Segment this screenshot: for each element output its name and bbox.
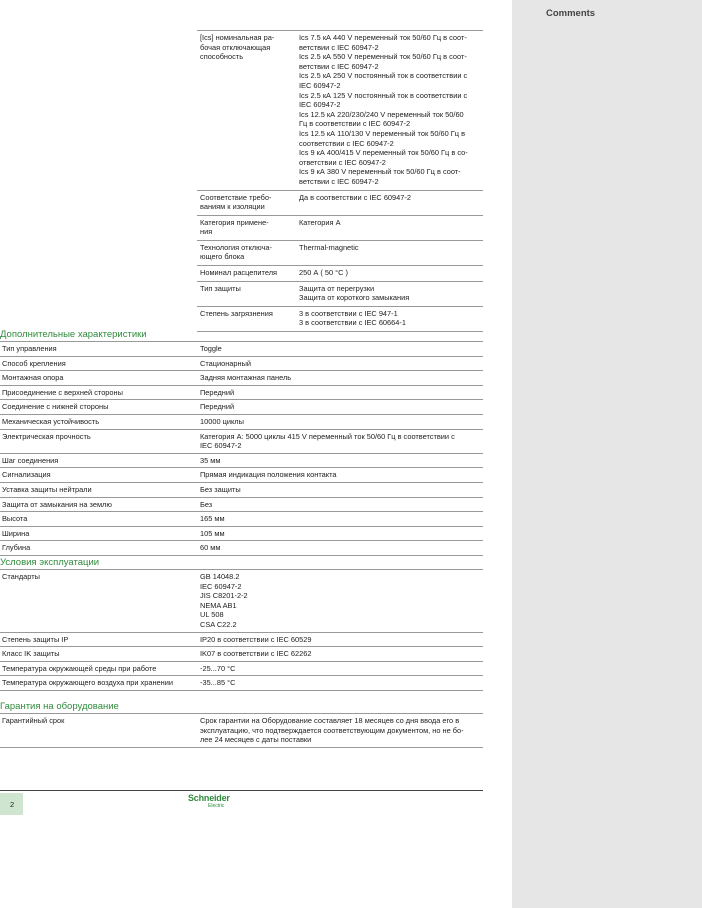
row-label: Сигнализация (2, 470, 51, 480)
text-line: ответствии с IEC 60947-2 (299, 157, 386, 167)
text-line: Задняя монтажная панель (200, 373, 292, 383)
table-row (0, 541, 483, 556)
schneider-logo (188, 794, 230, 809)
row-label: Высота (2, 514, 28, 524)
text-line: 105 мм (200, 528, 225, 538)
text-line: Без защиты (200, 484, 241, 494)
table-row (0, 468, 483, 483)
row-value (200, 388, 483, 398)
table-row (0, 527, 483, 542)
text-line: Защита от короткого замыкания (299, 293, 410, 303)
text-line: Прямая индикация положения контакта (200, 470, 337, 480)
text-line: Соответствие требо- (200, 192, 272, 202)
text-line: Да в соответствии с IEC 60947-2 (299, 192, 411, 202)
spec-value (297, 243, 483, 262)
spec-label (197, 243, 297, 262)
text-line: Тип защиты (200, 283, 241, 293)
text-line: Номинал расцепителя (200, 268, 278, 278)
section-rows (0, 341, 483, 556)
row-value (200, 500, 483, 510)
text-line: 60 мм (200, 543, 221, 553)
text-line: Ics 7.5 кА 440 V переменный ток 50/60 Гц в соот- (299, 33, 467, 42)
row-label: Уставка защиты нейтрали (2, 484, 92, 494)
text-line: IEC 60947-2 (299, 80, 341, 90)
row-label: Тип управления (2, 344, 57, 353)
text-line: Категория примене- (200, 217, 269, 227)
spec-label (197, 309, 297, 328)
text-line: 35 мм (200, 455, 221, 465)
table-row (0, 676, 483, 691)
row-value (200, 678, 483, 688)
row-label: Механическая устойчивость (2, 416, 100, 426)
spec-row (197, 241, 483, 266)
row-label: Присоединение с верхней стороны (2, 387, 123, 397)
section-title: Гарантия на оборудование (0, 701, 119, 712)
text-line: Категория A (299, 217, 341, 227)
row-value (200, 402, 483, 412)
row-label: Температура окружающей среды при работе (2, 663, 157, 673)
row-value (200, 485, 483, 495)
table-row (0, 386, 483, 401)
row-label: Глубина (2, 543, 31, 553)
table-row (0, 633, 483, 648)
table-row (0, 430, 483, 454)
text-line: 165 мм (200, 514, 225, 524)
table-row (0, 512, 483, 527)
spec-value (297, 33, 483, 187)
section-title: Условия эксплуатации (0, 557, 100, 568)
row-label: Класс IK защиты (2, 649, 60, 659)
footer-divider (0, 790, 483, 791)
text-line: Передний (200, 387, 235, 397)
row-value (200, 456, 483, 466)
table-row (0, 498, 483, 513)
row-value (200, 649, 483, 659)
spec-table (197, 30, 483, 332)
row-label: Соединение с нижней стороны (2, 402, 109, 412)
text-line: Передний (200, 402, 235, 412)
text-line: IEC 60947-2 (200, 441, 242, 451)
section-warranty (0, 701, 483, 748)
text-line: IP20 в соответствии с IEC 60529 (200, 634, 312, 644)
text-line: Ics 2.5 кА 550 V переменный ток 50/60 Гц в соот- (299, 52, 467, 62)
text-line: IEC 60947-2 (299, 100, 341, 110)
section-operating-conditions (0, 557, 483, 691)
text-line: Степень загрязнения (200, 308, 273, 318)
page-number: 2 (10, 800, 15, 809)
spec-label (197, 218, 297, 237)
spec-value (297, 193, 483, 212)
text-line: Защита от перегрузки (299, 283, 375, 293)
spec-row (197, 31, 483, 191)
text-line: IK07 в соответствии с IEC 62262 (200, 649, 312, 659)
table-row (0, 662, 483, 677)
text-line: -25...70 °C (200, 663, 236, 673)
text-line: ния (200, 227, 213, 237)
section-rows (0, 713, 483, 748)
row-label: Способ крепления (2, 358, 66, 368)
row-label: Степень защиты IP (2, 634, 69, 644)
comments-title: Comments (546, 8, 596, 19)
text-line: Ics 9 кА 400/415 V переменный ток 50/60 Гц в со- (299, 148, 468, 158)
text-line: Технология отключа- (200, 242, 272, 252)
spec-label (197, 193, 297, 212)
row-value (200, 635, 483, 645)
row-value (200, 373, 483, 383)
table-row (0, 570, 483, 633)
text-line: способность (200, 52, 244, 62)
text-line: бочая отключающая (200, 42, 271, 52)
row-value (200, 543, 483, 553)
row-value (200, 664, 483, 674)
spec-row (197, 282, 483, 307)
text-line: CSA C22.2 (200, 619, 237, 629)
row-value (200, 432, 483, 451)
section-title: Дополнительные характеристики (0, 329, 147, 340)
row-value (200, 572, 483, 630)
row-value (200, 359, 483, 369)
spec-value (297, 268, 483, 278)
text-line: лее 24 месяцев с даты поставки (200, 735, 312, 745)
text-line: 3 в соответствии с IEC 947-1 (299, 308, 398, 318)
table-row (0, 342, 483, 357)
spec-label (197, 33, 297, 187)
row-label: Стандарты (2, 572, 40, 581)
text-line: Стационарный (200, 358, 252, 368)
text-line: Ics 12.5 кА 220/230/240 V переменный ток 50/60 (299, 109, 464, 119)
row-label: Монтажная опора (2, 373, 64, 383)
row-value (200, 716, 483, 745)
text-line: Категория A: 5000 циклы 415 V переменный ток 50/60 Гц в соответствии с (200, 431, 455, 441)
text-line: JIS C8201-2-2 (200, 591, 248, 601)
text-line: GB 14048.2 (200, 572, 240, 581)
row-label: Гарантийный срок (2, 716, 65, 725)
table-row (0, 483, 483, 498)
comments-pane (512, 0, 702, 908)
spec-value (297, 218, 483, 237)
text-line: ваниям к изоляции (200, 202, 265, 212)
text-line: Гц в соответствии с IEC 60947-2 (299, 119, 411, 129)
text-line: Ics 12.5 кА 110/130 V переменный ток 50/60 Гц в (299, 128, 465, 138)
text-line: ветствии с IEC 60947-2 (299, 61, 379, 71)
text-line: -35...85 °C (200, 678, 236, 688)
text-line: IEC 60947-2 (200, 581, 242, 591)
table-row (0, 371, 483, 386)
table-row (0, 357, 483, 372)
text-line: эксплуатацию, что подтверждается соответствующим документом, но не бо- (200, 725, 464, 735)
text-line: 10000 циклы (200, 416, 244, 426)
spec-row (197, 191, 483, 216)
spec-label (197, 284, 297, 303)
text-line: Thermal-magnetic (299, 242, 359, 252)
spec-row (197, 266, 483, 282)
row-value (200, 344, 483, 354)
row-label: Защита от замыкания на землю (2, 499, 112, 509)
text-line: ющего блока (200, 252, 245, 262)
logo-subtext: Electric (208, 803, 225, 809)
row-label: Ширина (2, 528, 30, 538)
row-label: Электрическая прочность (2, 431, 91, 441)
logo-text: Schneider (188, 793, 230, 803)
spec-value (297, 309, 483, 328)
spec-row (197, 216, 483, 241)
text-line: Срок гарантии на Оборудование составляет 18 месяцев со дня ввода его в (200, 716, 460, 725)
row-value (200, 529, 483, 539)
text-line: Toggle (200, 344, 222, 353)
table-row (0, 714, 483, 748)
text-line: NEMA AB1 (200, 600, 237, 610)
text-line: ветствии с IEC 60947-2 (299, 176, 379, 186)
text-line: 3 в соответствии с IEC 60664-1 (299, 318, 406, 328)
text-line: UL 508 (200, 610, 224, 620)
spec-label (197, 268, 297, 278)
row-label: Шаг соединения (2, 455, 59, 465)
text-line: Ics 2.5 кА 250 V постоянный ток в соответствии с (299, 71, 468, 81)
table-row (0, 400, 483, 415)
section-rows (0, 569, 483, 691)
section-additional (0, 329, 483, 556)
table-row (0, 647, 483, 662)
text-line: ветствии с IEC 60947-2 (299, 42, 379, 52)
row-value (200, 470, 483, 480)
text-line: 250 А ( 50 °C ) (299, 268, 348, 278)
text-line: Ics 9 кА 380 V переменный ток 50/60 Гц в соот- (299, 167, 461, 177)
table-row (0, 415, 483, 430)
row-value (200, 514, 483, 524)
text-line: [Ics] номинальная ра- (200, 33, 275, 42)
table-row (0, 454, 483, 469)
text-line: Ics 2.5 кА 125 V постоянный ток в соответствии с (299, 90, 468, 100)
text-line: Без (200, 499, 213, 509)
spec-value (297, 284, 483, 303)
row-label: Температура окружающего воздуха при хранении (2, 678, 173, 688)
row-value (200, 417, 483, 427)
text-line: соответствии с IEC 60947-2 (299, 138, 394, 148)
